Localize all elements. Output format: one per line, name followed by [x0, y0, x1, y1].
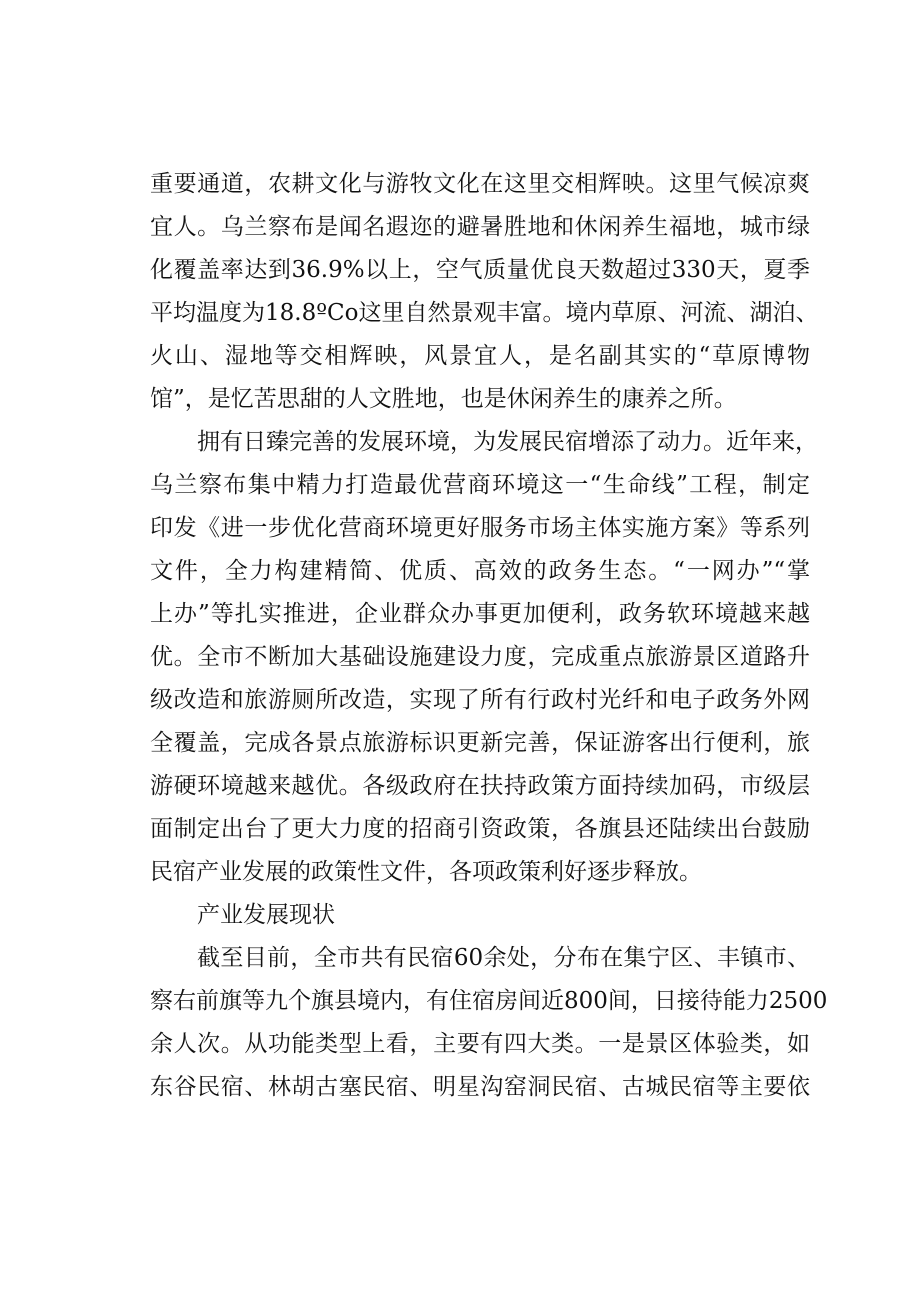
paragraph-3-line-1: 截至目前，全市共有民宿60余处，分布在集宁区、丰镇市、: [197, 945, 810, 971]
paragraph-2-line-5: 上办”等扎实推进，企业群众办事更加便利，政务软环境越来越: [150, 601, 810, 627]
paragraph-3-line-2: 察右前旗等九个旗县境内，有住宿房间近800间，日接待能力2500: [150, 988, 828, 1014]
paragraph-2-line-2: 乌兰察布集中精力打造最优营商环境这一“生命线”工程，制定: [150, 472, 810, 498]
paragraph-2-line-9: 游硬环境越来越优。各级政府在扶持政策方面持续加码，市级层: [150, 773, 810, 799]
paragraph-2-line-1: 拥有日臻完善的发展环境，为发展民宿增添了动力。近年来，: [197, 429, 818, 455]
paragraph-2-line-10: 面制定出台了更大力度的招商引资政策，各旗县还陆续出台鼓励: [150, 816, 810, 842]
paragraph-2-line-3: 印发《进一步优化营商环境更好服务市场主体实施方案》等系列: [150, 515, 810, 541]
paragraph-1-line-5: 火山、湿地等交相辉映，风景宜人，是名副其实的“草原博物: [150, 343, 810, 369]
paragraph-2-line-7: 级改造和旅游厕所改造，实现了所有行政村光纤和电子政务外网: [150, 687, 810, 713]
paragraph-1-line-6: 馆”，是忆苦思甜的人文胜地，也是休闲养生的康养之所。: [150, 386, 737, 412]
paragraph-2-line-4: 文件，全力构建精简、优质、高效的政务生态。“一网办”“掌: [150, 558, 810, 584]
section-heading: 产业发展现状: [197, 902, 335, 928]
paragraph-1-line-4: 平均温度为18.8ºCo这里自然景观丰富。境内草原、河流、湖泊、: [150, 300, 819, 326]
paragraph-1-line-2: 宜人。乌兰察布是闻名遐迩的避暑胜地和休闲养生福地，城市绿: [150, 214, 810, 240]
paragraph-2-line-8: 全覆盖，完成各景点旅游标识更新完善，保证游客出行便利，旅: [150, 730, 810, 756]
paragraph-1-line-1: 重要通道，农耕文化与游牧文化在这里交相辉映。这里气候凉爽: [150, 171, 810, 197]
paragraph-2-line-6: 优。全市不断加大基础设施建设力度，完成重点旅游景区道路升: [150, 644, 810, 670]
paragraph-3-line-4: 东谷民宿、林胡古塞民宿、明星沟窑洞民宿、古城民宿等主要依: [150, 1074, 810, 1100]
paragraph-2-line-11: 民宿产业发展的政策性文件，各项政策利好逐步释放。: [150, 859, 702, 885]
paragraph-3-line-3: 余人次。从功能类型上看，主要有四大类。一是景区体验类，如: [150, 1031, 810, 1057]
paragraph-1-line-3: 化覆盖率达到36.9%以上，空气质量优良天数超过330天，夏季: [150, 257, 810, 283]
